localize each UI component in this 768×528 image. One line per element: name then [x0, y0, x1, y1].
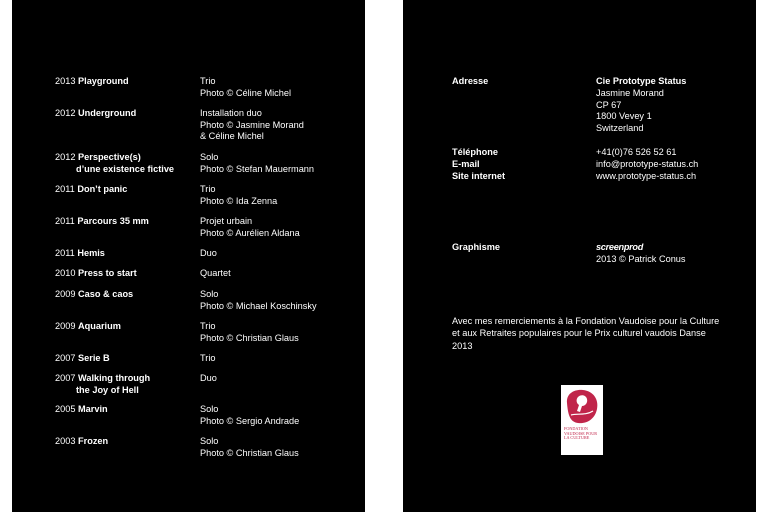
work-credit: Photo © Sergio Andrade [200, 415, 300, 426]
work-credit: Photo © Michael Koschinsky [200, 300, 317, 311]
graphics-label-block [452, 242, 500, 254]
work-format: Trio [200, 321, 216, 331]
work-format: Projet urbain [200, 216, 253, 226]
company-name: Cie Prototype Status [596, 76, 687, 86]
work-details [200, 268, 360, 280]
email-value[interactable]: info@prototype-status.ch [596, 158, 699, 169]
work-year-title [55, 216, 195, 228]
phone-label: Téléphone [452, 147, 498, 157]
work-format: Solo [200, 436, 219, 446]
address-line: Jasmine Morand [596, 87, 664, 98]
work-year: 2007 [55, 373, 76, 383]
contact-labels [452, 147, 505, 182]
phone-value: +41(0)76 526 52 61 [596, 147, 677, 157]
work-details [200, 108, 360, 143]
work-title: Walking through [78, 373, 151, 383]
address-block [596, 76, 686, 135]
email-label: E-mail [452, 158, 480, 169]
work-credit: & Céline Michel [200, 131, 264, 142]
work-format: Quartet [200, 268, 231, 278]
work-title: Playground [78, 76, 129, 86]
work-credit: Photo © Christian Glaus [200, 447, 299, 458]
work-year: 2007 [55, 353, 76, 363]
work-year: 2010 [55, 268, 76, 278]
work-year-title [55, 76, 195, 88]
work-year: 2011 [55, 216, 75, 226]
work-year-title [55, 321, 195, 333]
work-year: 2009 [55, 289, 76, 299]
web-value[interactable]: www.prototype-status.ch [596, 170, 697, 181]
work-credit: Photo © Céline Michel [200, 87, 292, 98]
work-year-title [55, 152, 195, 175]
work-format: Duo [200, 373, 217, 383]
right-page [403, 0, 756, 512]
work-format: Trio [200, 76, 216, 86]
work-year: 2003 [55, 436, 76, 446]
web-label: Site internet [452, 170, 506, 181]
work-details [200, 373, 360, 385]
contact-values [596, 147, 698, 182]
work-details [200, 321, 360, 344]
work-details [200, 152, 360, 175]
work-details [200, 76, 360, 99]
work-format: Trio [200, 353, 216, 363]
work-year: 2011 [55, 184, 75, 194]
work-title: Caso & caos [78, 289, 134, 299]
work-year-title [55, 108, 195, 120]
address-line: Switzerland [596, 123, 644, 134]
work-year: 2012 [55, 108, 76, 118]
work-credit: Photo © Ida Zenna [200, 195, 278, 206]
address-label-block [452, 76, 488, 88]
work-year-title [55, 184, 195, 196]
work-details [200, 436, 360, 459]
work-year: 2013 [55, 76, 76, 86]
thanks-text: Avec mes remerciements à la Fondation Vaudoise pour la Culture et aux Retraites populaires pour le Prix culturel vaudois Danse 2013 [452, 316, 720, 351]
left-page [12, 0, 365, 512]
graphics-block [596, 242, 686, 266]
work-year-title [55, 436, 195, 448]
work-credit: Photo © Aurélien Aldana [200, 227, 300, 238]
work-title: Hemis [77, 248, 105, 258]
logo-text: FONDATION VAUDOISE POUR LA CULTURE [564, 426, 598, 441]
work-title: Don’t panic [77, 184, 128, 194]
work-title: Perspective(s) [78, 152, 141, 162]
address-line: 1800 Vevey 1 [596, 111, 652, 122]
screenprod-logo: screenprod [596, 242, 644, 252]
work-title: Aquarium [78, 321, 121, 331]
work-details [200, 353, 360, 365]
work-format: Solo [200, 289, 219, 299]
work-year-title [55, 268, 195, 280]
work-details [200, 289, 360, 312]
work-format: Solo [200, 152, 219, 162]
work-title: Parcours 35 mm [77, 216, 149, 226]
work-title-continued: the Joy of Hell [76, 384, 139, 395]
work-credit: Photo © Stefan Mauermann [200, 163, 315, 174]
work-format: Solo [200, 404, 219, 414]
fondation-vaudoise-logo [561, 385, 603, 455]
work-format: Trio [200, 184, 216, 194]
work-credit: Photo © Christian Glaus [200, 332, 299, 343]
graphics-credit: 2013 © Patrick Conus [596, 253, 686, 264]
work-details [200, 184, 360, 207]
work-year: 2009 [55, 321, 76, 331]
work-title: Marvin [78, 404, 108, 414]
work-title: Serie B [78, 353, 110, 363]
work-year: 2011 [55, 248, 75, 258]
address-label: Adresse [452, 76, 489, 86]
work-year: 2012 [55, 152, 76, 162]
graphics-label: Graphisme [452, 242, 500, 252]
fondation-logo-icon [565, 389, 599, 425]
work-format: Duo [200, 248, 217, 258]
work-details [200, 248, 360, 260]
work-year-title [55, 353, 195, 365]
work-details [200, 404, 360, 427]
work-title: Frozen [78, 436, 109, 446]
work-title: Press to start [78, 268, 137, 278]
work-title-continued: d’une existence fictive [76, 163, 175, 174]
work-credit: Photo © Jasmine Morand [200, 119, 304, 130]
work-year-title [55, 289, 195, 301]
work-title: Underground [78, 108, 137, 118]
work-year-title [55, 248, 195, 260]
work-year: 2005 [55, 404, 76, 414]
work-details [200, 216, 360, 239]
work-year-title [55, 404, 195, 416]
work-format: Installation duo [200, 108, 262, 118]
address-line: CP 67 [596, 99, 622, 110]
work-year-title [55, 373, 195, 396]
